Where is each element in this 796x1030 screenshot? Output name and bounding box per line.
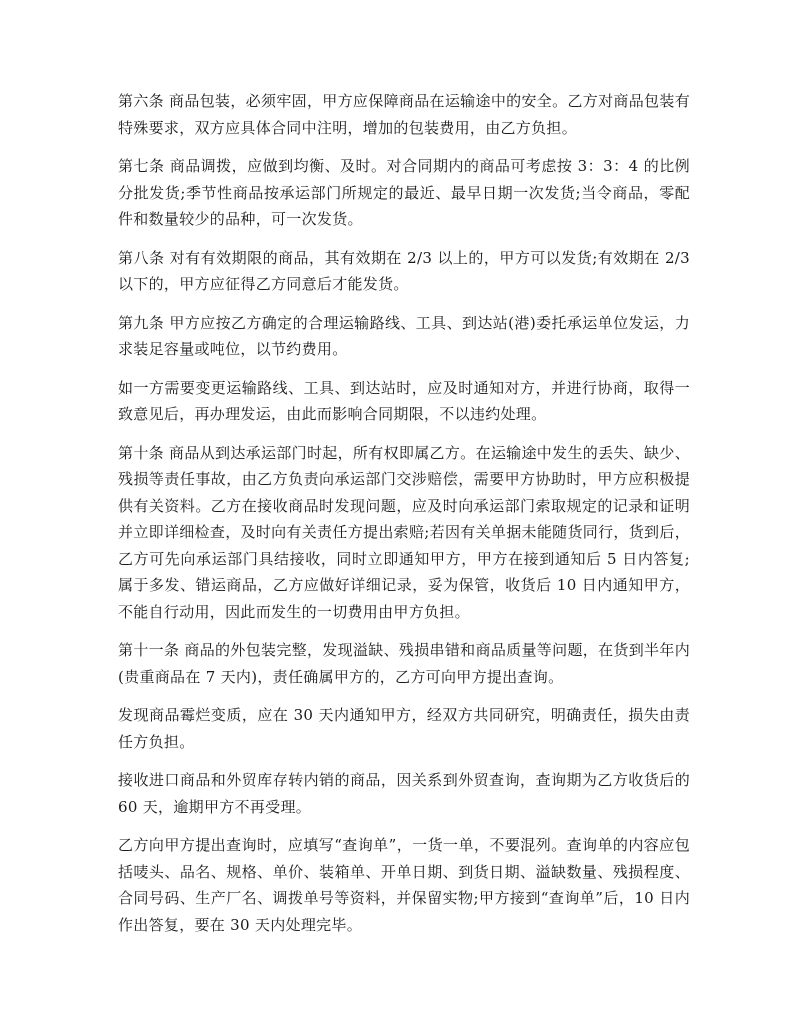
clause-11-paragraph: 第十一条 商品的外包装完整，发现溢缺、残损串错和商品质量等问题，在货到半年内(贵重商品在 7 天内)，责任确属甲方的，乙方可向甲方提出查询。 <box>118 641 690 686</box>
spoilage-notice-paragraph: 发现商品霉烂变质，应在 30 天内通知甲方，经双方共同研究，明确责任，损失由责任方负担。 <box>118 706 690 751</box>
clause-9-continuation-paragraph: 如一方需要变更运输路线、工具、到达站时，应及时通知对方，并进行协商，取得一致意见后，再办理发运，由此而影响合同期限，不以违约处理。 <box>118 378 690 423</box>
document-body <box>118 88 690 950</box>
import-goods-paragraph: 接收进口商品和外贸库存转内销的商品，因关系到外贸查询，查询期为乙方收货后的 60 天，逾期甲方不再受理。 <box>118 771 690 816</box>
clause-10-paragraph: 第十条 商品从到达承运部门时起，所有权即属乙方。在运输途中发生的丢失、缺少、残损等责任事故，由乙方负责向承运部门交涉赔偿，需要甲方协助时，甲方应积极提供有关资料。乙方在接收商品时发现问题，应及时向承运部门索取规定的记录和证明并立即详细检查，及时向有关责任方提出索赔;若因有关单据未能随货同行，货到后，乙方可先向承运部门具结接收，同时立即通知甲方，甲方在接到通知后 5 日内答复;属于多发、错运商品，乙方应做好详细记录，妥为保管，收货后 10 日内通知甲方，不能自行动用，因此而发生的一切费用由甲方负担。 <box>118 443 690 621</box>
clause-8-paragraph: 第八条 对有有效期限的商品，其有效期在 2/3 以上的，甲方可以发货;有效期在 2/3 以下的，甲方应征得乙方同意后才能发货。 <box>118 248 690 293</box>
clause-9-paragraph: 第九条 甲方应按乙方确定的合理运输路线、工具、到达站(港)委托承运单位发运，力求装足容量或吨位，以节约费用。 <box>118 313 690 358</box>
inquiry-form-paragraph: 乙方向甲方提出查询时，应填写“查询单”，一货一单，不要混列。查询单的内容应包括唛头、品名、规格、单价、装箱单、开单日期、到货日期、溢缺数量、残损程度、合同号码、生产厂名、调拨单号等资料，并保留实物;甲方接到“查询单”后，10 日内作出答复，要在 30 天内处理完毕。 <box>118 836 690 934</box>
clause-6-paragraph: 第六条 商品包装，必须牢固，甲方应保障商品在运输途中的安全。乙方对商品包装有特殊要求，双方应具体合同中注明，增加的包装费用，由乙方负担。 <box>118 92 690 137</box>
clause-7-paragraph: 第七条 商品调拨，应做到均衡、及时。对合同期内的商品可考虑按 3：3：4 的比例分批发货;季节性商品按承运部门所规定的最近、最早日期一次发货;当令商品，零配件和数量较少的品种，可一次发货。 <box>118 157 690 228</box>
